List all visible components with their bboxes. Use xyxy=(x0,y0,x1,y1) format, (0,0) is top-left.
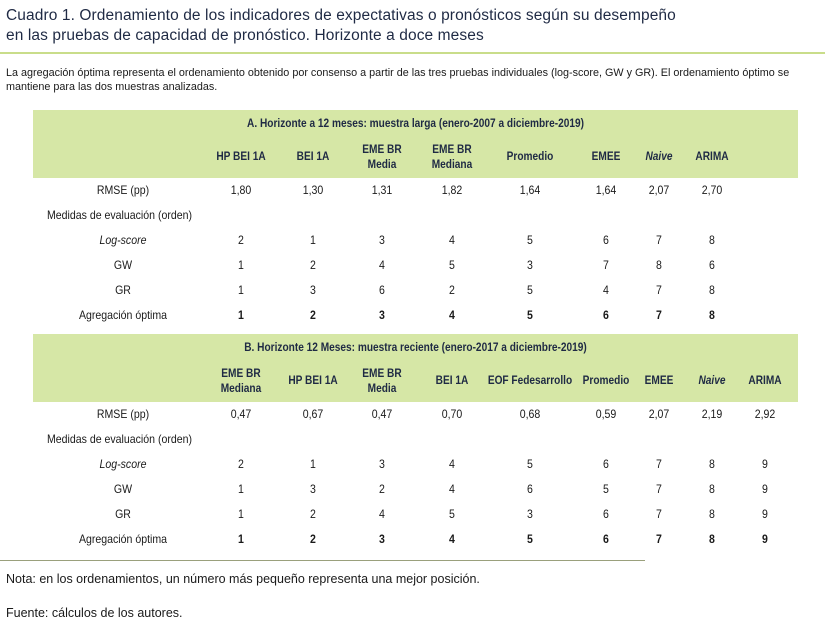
row-label: RMSE (pp) xyxy=(96,183,150,197)
table-cell: 6 xyxy=(709,258,715,272)
table-cell: 2,19 xyxy=(701,407,723,421)
table-cell: 3 xyxy=(310,482,316,496)
table-cell: 9 xyxy=(762,482,768,496)
column-header: Naive xyxy=(645,151,673,163)
row-label: Agregación óptima xyxy=(78,308,168,322)
column-header: EMEE xyxy=(591,151,621,163)
rmse-row xyxy=(33,402,798,427)
table-cell: 7 xyxy=(656,457,662,471)
table-cell: 2 xyxy=(310,308,316,322)
table-cell: 6 xyxy=(603,308,609,322)
table-cell: 1,30 xyxy=(302,183,324,197)
row-label: Medidas de evaluación (orden) xyxy=(47,208,192,222)
table-cell: 6 xyxy=(379,283,385,297)
table-note: Nota: en los ordenamientos, un número más pequeño representa una mejor posición. xyxy=(6,572,480,586)
column-header-line-2: Media xyxy=(367,159,397,171)
table-cell: 4 xyxy=(449,457,455,471)
table-cell: 2 xyxy=(238,457,244,471)
table-cell: 8 xyxy=(709,507,715,521)
table-cell: 4 xyxy=(379,258,385,272)
panel-b-column-headers xyxy=(33,362,798,402)
table-cell: 8 xyxy=(709,283,715,297)
table-cell: 5 xyxy=(449,507,455,521)
table-cell: 8 xyxy=(709,482,715,496)
bottom-divider xyxy=(0,560,645,561)
table-cell: 6 xyxy=(527,482,533,496)
rmse-row xyxy=(33,178,798,203)
table-cell: 8 xyxy=(709,233,715,247)
row-label: GR xyxy=(115,507,131,521)
table-cell: 1 xyxy=(238,258,244,272)
table-cell: 2,07 xyxy=(648,183,670,197)
table-caption xyxy=(6,6,806,46)
table-cell: 3 xyxy=(379,308,385,322)
ranking-table xyxy=(33,110,798,552)
table-cell: 3 xyxy=(527,507,533,521)
gr-row xyxy=(33,278,798,303)
table-cell: 1 xyxy=(238,283,244,297)
measures-row xyxy=(33,203,798,228)
table-cell: 6 xyxy=(603,507,609,521)
row-label: GW xyxy=(113,482,133,496)
column-header: HP BEI 1A xyxy=(288,375,338,387)
table-cell: 4 xyxy=(603,283,609,297)
row-label: Agregación óptima xyxy=(78,532,168,546)
aggregation-row xyxy=(33,527,798,552)
caption-line-1: Cuadro 1. Ordenamiento de los indicadores de expectativas o pronósticos según su desempeño xyxy=(6,7,676,24)
table-cell: 6 xyxy=(603,532,609,546)
table-cell: 3 xyxy=(527,258,533,272)
panel-b-title: B. Horizonte 12 Meses: muestra reciente (enero-2017 a diciembre-2019) xyxy=(244,342,587,354)
table-cell: 8 xyxy=(709,457,715,471)
column-header-line-1: EME BR xyxy=(432,144,472,156)
table-cell: 1 xyxy=(238,507,244,521)
table-cell: 0,68 xyxy=(519,407,541,421)
table-cell: 4 xyxy=(449,482,455,496)
column-header-line-1: EME BR xyxy=(362,144,402,156)
table-cell: 0,59 xyxy=(595,407,617,421)
table-cell: 7 xyxy=(656,283,662,297)
row-label: GR xyxy=(115,283,131,297)
table-cell: 2 xyxy=(449,283,455,297)
table-cell: 3 xyxy=(379,233,385,247)
column-header: ARIMA xyxy=(748,375,782,387)
column-header-line-2: Mediana xyxy=(431,159,473,171)
table-cell: 1 xyxy=(238,308,244,322)
aggregation-row xyxy=(33,303,798,328)
measures-row xyxy=(33,427,798,452)
column-header: ARIMA xyxy=(695,151,729,163)
table-cell: 1,64 xyxy=(595,183,617,197)
table-cell: 8 xyxy=(709,532,715,546)
column-header-line-1: EME BR xyxy=(362,368,402,380)
table-cell: 4 xyxy=(449,308,455,322)
column-header-line-2: Mediana xyxy=(220,383,262,395)
table-cell: 4 xyxy=(449,532,455,546)
column-header: EMEE xyxy=(644,375,674,387)
table-cell: 1 xyxy=(238,532,244,546)
panel-a-column-headers xyxy=(33,138,798,178)
table-cell: 1 xyxy=(310,233,316,247)
gr-row xyxy=(33,502,798,527)
table-cell: 1 xyxy=(310,457,316,471)
row-label: Log-score xyxy=(99,457,147,471)
panel-a-header xyxy=(33,110,798,178)
column-header: BEI 1A xyxy=(435,375,469,387)
table-cell: 5 xyxy=(603,482,609,496)
panel-a-title: A. Horizonte a 12 meses: muestra larga (enero-2007 a diciembre-2019) xyxy=(247,118,584,130)
gw-row xyxy=(33,477,798,502)
table-cell: 5 xyxy=(527,283,533,297)
intro-paragraph: La agregación óptima representa el ordenamiento obtenido por consenso a partir de las tres pruebas individuales (log-score, GW y GR). El ordenamiento óptimo se mantiene para las dos muestras analizadas. xyxy=(6,67,790,93)
table-cell: 5 xyxy=(527,457,533,471)
table-cell: 4 xyxy=(379,507,385,521)
table-cell: 3 xyxy=(379,457,385,471)
table-cell: 5 xyxy=(527,532,533,546)
table-cell: 7 xyxy=(656,507,662,521)
table-cell: 5 xyxy=(449,258,455,272)
table-cell: 1,31 xyxy=(371,183,393,197)
logscore-row xyxy=(33,228,798,253)
table-cell: 0,70 xyxy=(441,407,463,421)
top-divider xyxy=(0,52,825,54)
panel-b-header xyxy=(33,334,798,402)
table-cell: 1,80 xyxy=(230,183,252,197)
column-header: BEI 1A xyxy=(296,151,330,163)
table-cell: 2 xyxy=(310,258,316,272)
panel-b-body xyxy=(33,402,798,552)
column-header: Naive xyxy=(698,375,726,387)
table-cell: 0,47 xyxy=(371,407,393,421)
row-label: Medidas de evaluación (orden) xyxy=(47,432,192,446)
table-cell: 2,70 xyxy=(701,183,723,197)
table-cell: 7 xyxy=(603,258,609,272)
row-label: GW xyxy=(113,258,133,272)
table-cell: 0,47 xyxy=(230,407,252,421)
table-cell: 5 xyxy=(527,308,533,322)
table-cell: 2,92 xyxy=(754,407,776,421)
panel-a-body xyxy=(33,178,798,328)
table-cell: 1 xyxy=(238,482,244,496)
table-cell: 4 xyxy=(449,233,455,247)
table-cell: 6 xyxy=(603,233,609,247)
column-header: EOF Fedesarrollo xyxy=(487,375,573,387)
table-cell: 2 xyxy=(310,507,316,521)
table-source: Fuente: cálculos de los autores. xyxy=(6,606,183,620)
column-header-line-2: Media xyxy=(367,383,397,395)
logscore-row xyxy=(33,452,798,477)
column-header: Promedio xyxy=(506,151,554,163)
column-header: HP BEI 1A xyxy=(216,151,266,163)
table-cell: 7 xyxy=(656,532,662,546)
table-cell: 3 xyxy=(310,283,316,297)
row-label: RMSE (pp) xyxy=(96,407,150,421)
gw-row xyxy=(33,253,798,278)
column-header: Promedio xyxy=(582,375,630,387)
table-cell: 1,82 xyxy=(441,183,463,197)
table-cell: 2 xyxy=(238,233,244,247)
table-cell: 2,07 xyxy=(648,407,670,421)
table-cell: 3 xyxy=(379,532,385,546)
table-cell: 1,64 xyxy=(519,183,541,197)
table-cell: 7 xyxy=(656,233,662,247)
table-cell: 8 xyxy=(656,258,662,272)
table-cell: 5 xyxy=(527,233,533,247)
table-cell: 9 xyxy=(762,457,768,471)
table-cell: 7 xyxy=(656,482,662,496)
table-cell: 8 xyxy=(709,308,715,322)
column-header-line-1: EME BR xyxy=(221,368,261,380)
table-cell: 9 xyxy=(762,532,768,546)
table-cell: 2 xyxy=(379,482,385,496)
table-cell: 7 xyxy=(656,308,662,322)
table-cell: 6 xyxy=(603,457,609,471)
table-cell: 2 xyxy=(310,532,316,546)
row-label: Log-score xyxy=(99,233,147,247)
table-cell: 9 xyxy=(762,507,768,521)
table-cell: 0,67 xyxy=(302,407,324,421)
caption-line-2: en las pruebas de capacidad de pronóstico. Horizonte a doce meses xyxy=(6,27,484,44)
